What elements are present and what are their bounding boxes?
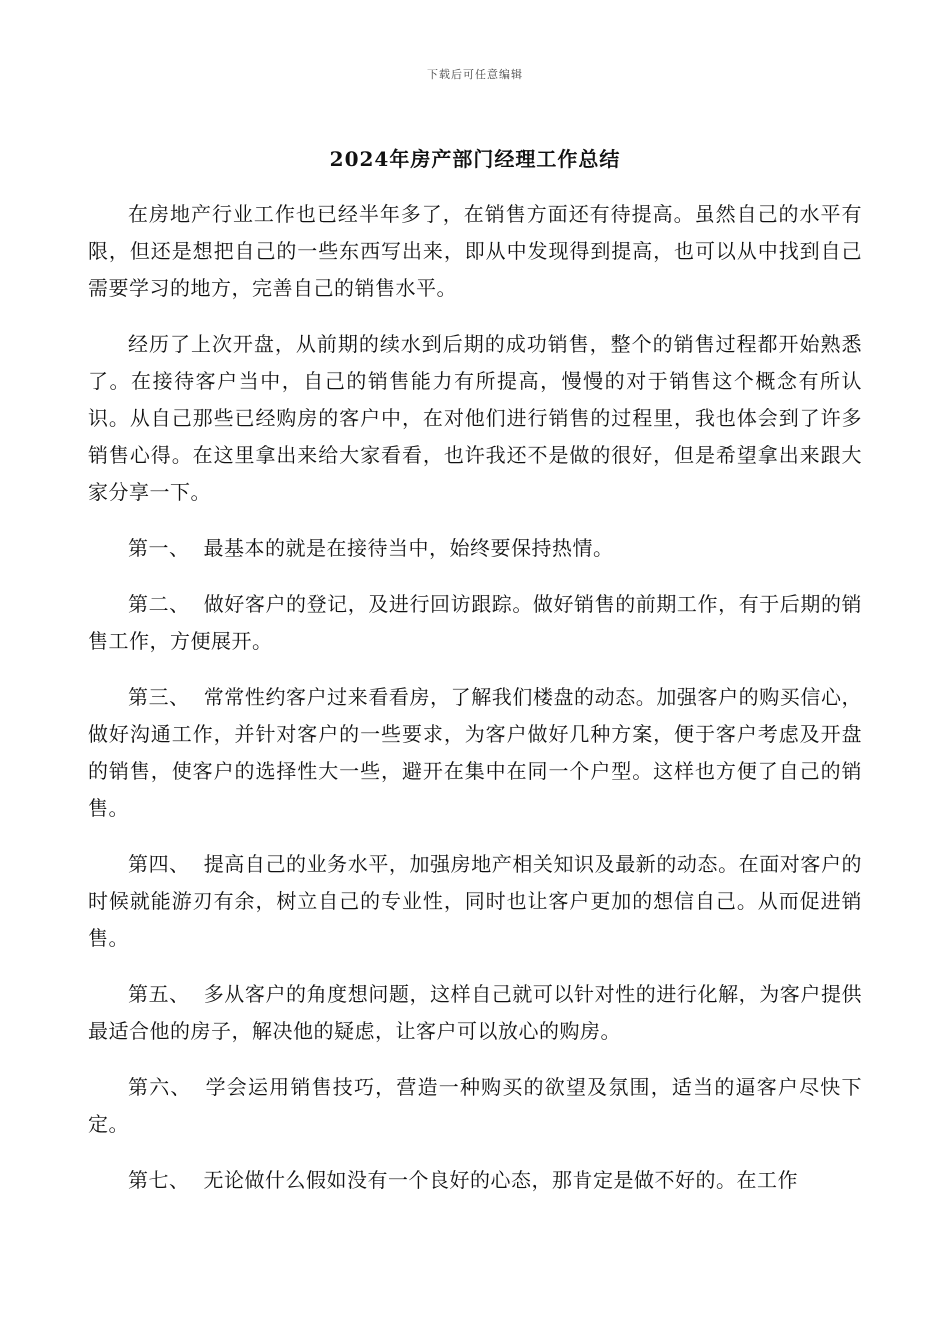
- paragraph-text: 多从客户的角度想问题，这样自己就可以针对性的进行化解，为客户提供最适合他的房子，解决他的疑虑，让客户可以放心的购房。: [88, 982, 863, 1043]
- paragraph-intro: [88, 196, 862, 307]
- point-label: 第四、: [128, 852, 190, 876]
- paragraph-point-4: [88, 846, 862, 957]
- paragraph-point-2: [88, 586, 862, 660]
- document-body: [88, 196, 862, 1218]
- point-label: 第三、: [128, 685, 190, 709]
- paragraph-text: 常常性约客户过来看看房，了解我们楼盘的动态。加强客户的购买信心，做好沟通工作，并针对客户的一些要求，为客户做好几种方案，便于客户考虑及开盘的销售，使客户的选择性大一些，避开在集中在同一个户型。这样也方便了自己的销售。: [88, 685, 863, 820]
- paragraph-point-5: [88, 976, 862, 1050]
- paragraph-text: 提高自己的业务水平，加强房地产相关知识及最新的动态。在面对客户的时候就能游刃有余，树立自己的专业性，同时也让客户更加的想信自己。从而促进销售。: [88, 852, 863, 950]
- paragraph-point-1: [88, 530, 862, 567]
- paragraph-text: 最基本的就是在接待当中，始终要保持热情。: [203, 536, 614, 560]
- paragraph-text: 做好客户的登记，及进行回访跟踪。做好销售的前期工作，有于后期的销售工作，方便展开。: [88, 592, 863, 653]
- point-label: 第六、: [128, 1075, 192, 1099]
- paragraph-point-7: [88, 1162, 862, 1199]
- paragraph-text: 无论做什么假如没有一个良好的心态，那肯定是做不好的。在工作: [203, 1168, 798, 1192]
- point-label: 第二、: [128, 592, 190, 616]
- header-note: 下载后可任意编辑: [427, 68, 523, 81]
- paragraph-experience: [88, 326, 862, 511]
- paragraph-point-3: [88, 679, 862, 827]
- paragraph-text: 在房地产行业工作也已经半年多了，在销售方面还有待提高。虽然自己的水平有限，但还是想把自己的一些东西写出来，即从中发现得到提高，也可以从中找到自己需要学习的地方，完善自己的销售水平。: [88, 202, 862, 300]
- point-label: 第七、: [128, 1168, 190, 1192]
- document-title: 2024年房产部门经理工作总结: [329, 147, 621, 171]
- paragraph-text: 学会运用销售技巧，营造一种购买的欲望及氛围，适当的逼客户尽快下定。: [88, 1075, 863, 1136]
- point-label: 第一、: [128, 536, 190, 560]
- paragraph-text: 经历了上次开盘，从前期的续水到后期的成功销售，整个的销售过程都开始熟悉了。在接待客户当中，自己的销售能力有所提高，慢慢的对于销售这个概念有所认识。从自己那些已经购房的客户中，在对他们进行销售的过程里，我也体会到了许多销售心得。在这里拿出来给大家看看，也许我还不是做的很好，但是希望拿出来跟大家分享一下。: [88, 332, 862, 504]
- paragraph-point-6: [88, 1069, 862, 1143]
- point-label: 第五、: [128, 982, 190, 1006]
